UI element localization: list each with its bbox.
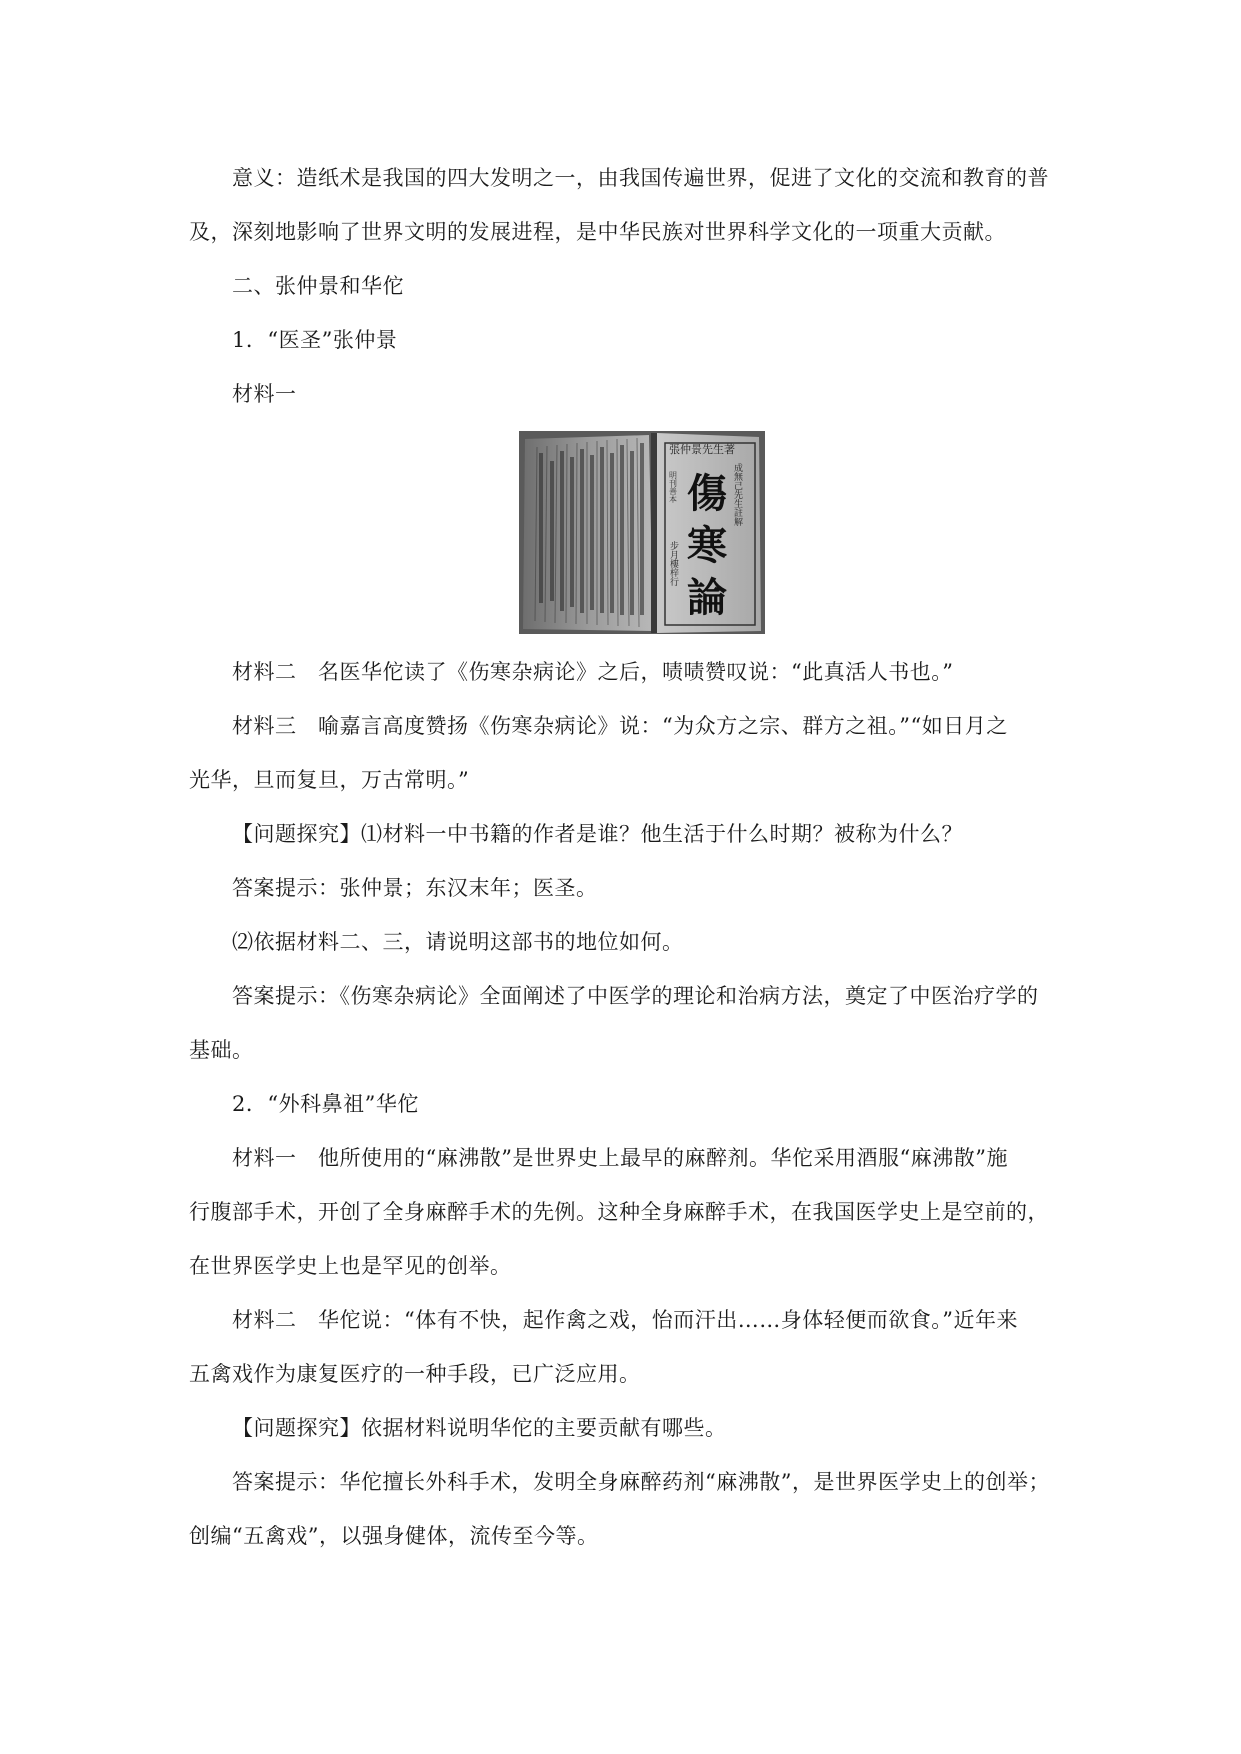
hua-tuo-material-two-line-2: 五禽戏作为康复医疗的一种手段，已广泛应用。 bbox=[189, 1362, 641, 1386]
answer-two-line-1: 答案提示：《伤寒杂病论》全面阐述了中医学的理论和治病方法，奠定了中医治疗学的 bbox=[232, 984, 1039, 1008]
figure-side-text: 成無己先生註解 bbox=[732, 463, 742, 526]
material-two-paragraph: 材料二 名医华佗读了《伤寒杂病论》之后，啧啧赞叹说：“此真活人书也。” bbox=[232, 660, 954, 684]
shanghan-lun-book-image bbox=[519, 431, 765, 634]
section-heading: 二、张仲景和华佗 bbox=[232, 274, 404, 298]
hua-tuo-material-one-line-3: 在世界医学史上也是罕见的创举。 bbox=[189, 1254, 512, 1278]
hua-tuo-question: 【问题探究】依据材料说明华佗的主要贡献有哪些。 bbox=[232, 1416, 727, 1440]
answer-one: 答案提示：张仲景；东汉末年；医圣。 bbox=[232, 876, 598, 900]
subsection-heading-zhang-zhongjing: 1．“医圣”张仲景 bbox=[232, 328, 398, 352]
hua-tuo-material-one-line-2: 行腹部手术，开创了全身麻醉手术的先例。这种全身麻醉手术，在我国医学史上是空前的， bbox=[189, 1200, 1049, 1224]
material-three-line-2: 光华，旦而复旦，万古常明。” bbox=[189, 768, 470, 792]
hua-tuo-answer-line-1: 答案提示：华佗擅长外科手术，发明全身麻醉药剂“麻沸散”，是世界医学史上的创举； bbox=[232, 1470, 1050, 1494]
paragraph-significance-line-2: 及，深刻地影响了世界文明的发展进程，是中华民族对世界科学文化的一项重大贡献。 bbox=[189, 220, 1006, 244]
hua-tuo-material-one-line-1: 材料一 他所使用的“麻沸散”是世界史上最早的麻醉剂。华佗采用酒服“麻沸散”施 bbox=[232, 1146, 1008, 1170]
answer-two-line-2: 基础。 bbox=[189, 1038, 254, 1062]
figure-title-char-2: 寒 bbox=[687, 522, 727, 569]
paragraph-significance-line-1: 意义：造纸术是我国的四大发明之一，由我国传遍世界，促进了文化的交流和教育的普 bbox=[232, 166, 1049, 190]
figure-title-char-3: 論 bbox=[687, 574, 727, 621]
subsection-heading-hua-tuo: 2．“外科鼻祖”华佗 bbox=[232, 1092, 419, 1116]
figure-title-char-1: 傷 bbox=[687, 470, 727, 517]
figure-publisher-text: 步月樓梓行 bbox=[668, 541, 678, 586]
question-two: ⑵依据材料二、三，请说明这部书的地位如何。 bbox=[232, 930, 684, 954]
question-one: 【问题探究】⑴材料一中书籍的作者是谁？他生活于什么时期？被称为什么？ bbox=[232, 822, 963, 846]
material-three-line-1: 材料三 喻嘉言高度赞扬《伤寒杂病论》说：“为众方之宗、群方之祖。”“如日月之 bbox=[232, 714, 1008, 738]
material-one-label: 材料一 bbox=[232, 382, 297, 406]
figure-header-text: 張仲景先生著 bbox=[669, 443, 735, 456]
figure-left-label: 明刊善本 bbox=[668, 471, 678, 503]
hua-tuo-material-two-line-1: 材料二 华佗说：“体有不快，起作禽之戏，怡而汗出……身体轻便而欲食。”近年来 bbox=[232, 1308, 1018, 1332]
hua-tuo-answer-line-2: 创编“五禽戏”，以强身健体，流传至今等。 bbox=[189, 1524, 599, 1548]
